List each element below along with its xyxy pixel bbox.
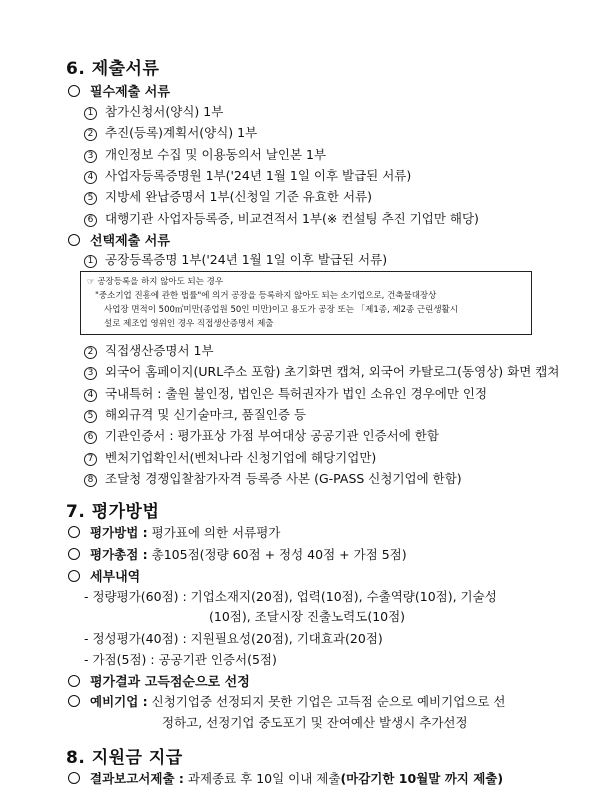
- doc-item-text: 직접생산증명서 1부: [105, 343, 214, 358]
- doc-item-text: 지방세 완납증명서 1부(신청일 기준 유효한 서류): [105, 189, 372, 205]
- doc-item: [84, 362, 559, 380]
- pointing-hand-icon: ☞: [87, 277, 95, 287]
- doc-item: [84, 469, 462, 487]
- doc-item: [84, 209, 479, 227]
- number-circle-icon: 5: [84, 410, 97, 423]
- eval-method-row: [68, 523, 280, 541]
- eval-result-text: 평가결과 고득점순으로 선정: [90, 675, 250, 690]
- details-heading: [68, 566, 140, 585]
- number-circle-icon: 4: [84, 171, 97, 184]
- number-circle-icon: 3: [84, 150, 97, 163]
- doc-item-text: 대행기관 사업자등록증, 비교견적서 1부(※ 컨설팅 추진 기업만 해당): [105, 210, 479, 226]
- section-8-title: 8. 지원금 지급: [66, 748, 183, 768]
- doc-item-text: 벤처기업확인서(벤처나라 신청기업에 해당기업만): [105, 449, 377, 465]
- reserve-text-1: 신청기업중 선정되지 못한 기업은 고득점 순으로 예비기업으로 선: [151, 694, 506, 709]
- detail-qual: - 정성평가(40점) : 지원필요성(20점), 기대효과(20점): [84, 631, 383, 646]
- doc-item-text: 사업자등록증명원 1부('24년 1월 1일 이후 발급된 서류): [105, 167, 412, 183]
- number-circle-icon: 2: [84, 346, 97, 359]
- optional-docs-heading: [68, 230, 170, 249]
- doc-item: [84, 102, 223, 120]
- number-circle-icon: 1: [84, 107, 97, 120]
- number-circle-icon: 7: [84, 453, 97, 466]
- eval-method-label: 평가방법 :: [90, 525, 148, 540]
- reserve-label: 예비기업 :: [90, 694, 148, 709]
- required-docs-title: 필수제출 서류: [90, 85, 170, 100]
- circle-bullet-icon: [68, 675, 80, 687]
- doc-item-text: 추진(등록)계획서(양식) 1부: [105, 125, 258, 141]
- circle-bullet-icon: [68, 548, 80, 560]
- doc-item-text: 참가신청서(양식) 1부: [105, 104, 224, 119]
- details-title: 세부내역: [90, 570, 141, 585]
- reserve-row: [68, 692, 505, 710]
- doc-item: [84, 448, 376, 466]
- note-line-1: ☞ 공장등록을 하지 않아도 되는 경우: [87, 277, 224, 287]
- circle-bullet-icon: [68, 570, 80, 582]
- report-row: [68, 769, 503, 787]
- doc-item-text: 개인정보 수집 및 이용동의서 날인본 1부: [105, 146, 327, 162]
- number-circle-icon: 5: [84, 192, 97, 205]
- doc-item-text: 국내특허 : 출원 불인정, 법인은 특허권자가 법인 소유인 경우에만 인정: [105, 385, 488, 401]
- doc-item: [84, 341, 214, 359]
- optional-docs-title: 선택제출 서류: [90, 234, 170, 249]
- circle-bullet-icon: [68, 772, 80, 784]
- circle-bullet-icon: [68, 695, 80, 707]
- doc-item: [84, 187, 372, 205]
- factory-registration-note: [80, 271, 532, 335]
- circle-bullet-icon: [68, 85, 80, 97]
- number-circle-icon: 3: [84, 367, 97, 380]
- detail-quant: - 정량평가(60점) : 기업소재지(20점), 업력(10점), 수출역량(10점), 기술성: [84, 589, 497, 604]
- doc-item: [84, 426, 439, 444]
- report-deadline: (마감기한 10월말 까지 제출): [340, 771, 504, 786]
- circle-bullet-icon: [68, 526, 80, 538]
- doc-item: [84, 145, 326, 163]
- doc-item-text: 기관인증서 : 평가표상 가점 부여대상 공공기관 인증서에 한함: [105, 428, 439, 444]
- doc-item: [84, 123, 257, 141]
- doc-item-text: 외국어 홈페이지(URL주소 포함) 초기화면 캡쳐, 외국어 카탈로그(동영상) 화면 캡쳐: [105, 364, 560, 380]
- circle-bullet-icon: [68, 234, 80, 246]
- detail-bonus: - 가점(5점) : 공공기관 인증서(5점): [84, 652, 277, 667]
- eval-total-text: 총105점(정량 60점 + 정성 40점 + 가점 5점): [151, 547, 407, 562]
- number-circle-icon: 6: [84, 214, 97, 227]
- section-7-title: 7. 평가방법: [66, 502, 160, 522]
- doc-item: [84, 166, 411, 184]
- number-circle-icon: 6: [84, 431, 97, 444]
- eval-result-row: [68, 671, 250, 690]
- report-text: 과제종료 후 10일 이내 제출: [187, 771, 341, 786]
- number-circle-icon: 8: [84, 474, 97, 487]
- note-line-3: 사업장 면적이 500㎡미만(종업원 50인 미만)이고 용도가 공장 또는 「제1종, 제2종 근린생활시: [104, 305, 458, 315]
- doc-item-text: 조달청 경쟁입찰참가자격 등록증 사본 (G-PASS 신청기업에 한함): [105, 470, 462, 486]
- eval-total-row: [68, 545, 407, 563]
- number-circle-icon: 1: [84, 255, 97, 268]
- eval-total-label: 평가총점 :: [90, 547, 148, 562]
- doc-item: [84, 405, 306, 423]
- note-line-4: 설로 제조업 영위인 경우 직접생산증명서 제출: [104, 319, 274, 329]
- eval-method-text: 평가표에 의한 서류평가: [151, 525, 281, 540]
- number-circle-icon: 2: [84, 128, 97, 141]
- doc-item-text: 해외규격 및 신기술마크, 품질인증 등: [105, 406, 306, 422]
- reserve-text-2: 정하고, 선정기업 중도포기 및 잔여예산 발생시 추가선정: [162, 715, 468, 730]
- detail-quant-cont: (10점), 조달시장 진출노력도(10점): [209, 609, 406, 624]
- required-docs-heading: [68, 81, 170, 100]
- optional-item-1: [84, 250, 387, 268]
- optional-item-text: 공장등록증명 1부('24년 1월 1일 이후 발급된 서류): [105, 252, 388, 267]
- number-circle-icon: 4: [84, 389, 97, 402]
- doc-item: [84, 384, 487, 402]
- note-line-2: "중소기업 진흥에 관한 법률"에 의거 공장을 등록하지 않아도 되는 소기업으로, 건축물대장상: [95, 291, 437, 301]
- report-label: 결과보고서제출 :: [90, 771, 184, 786]
- section-6-title: 6. 제출서류: [66, 59, 160, 79]
